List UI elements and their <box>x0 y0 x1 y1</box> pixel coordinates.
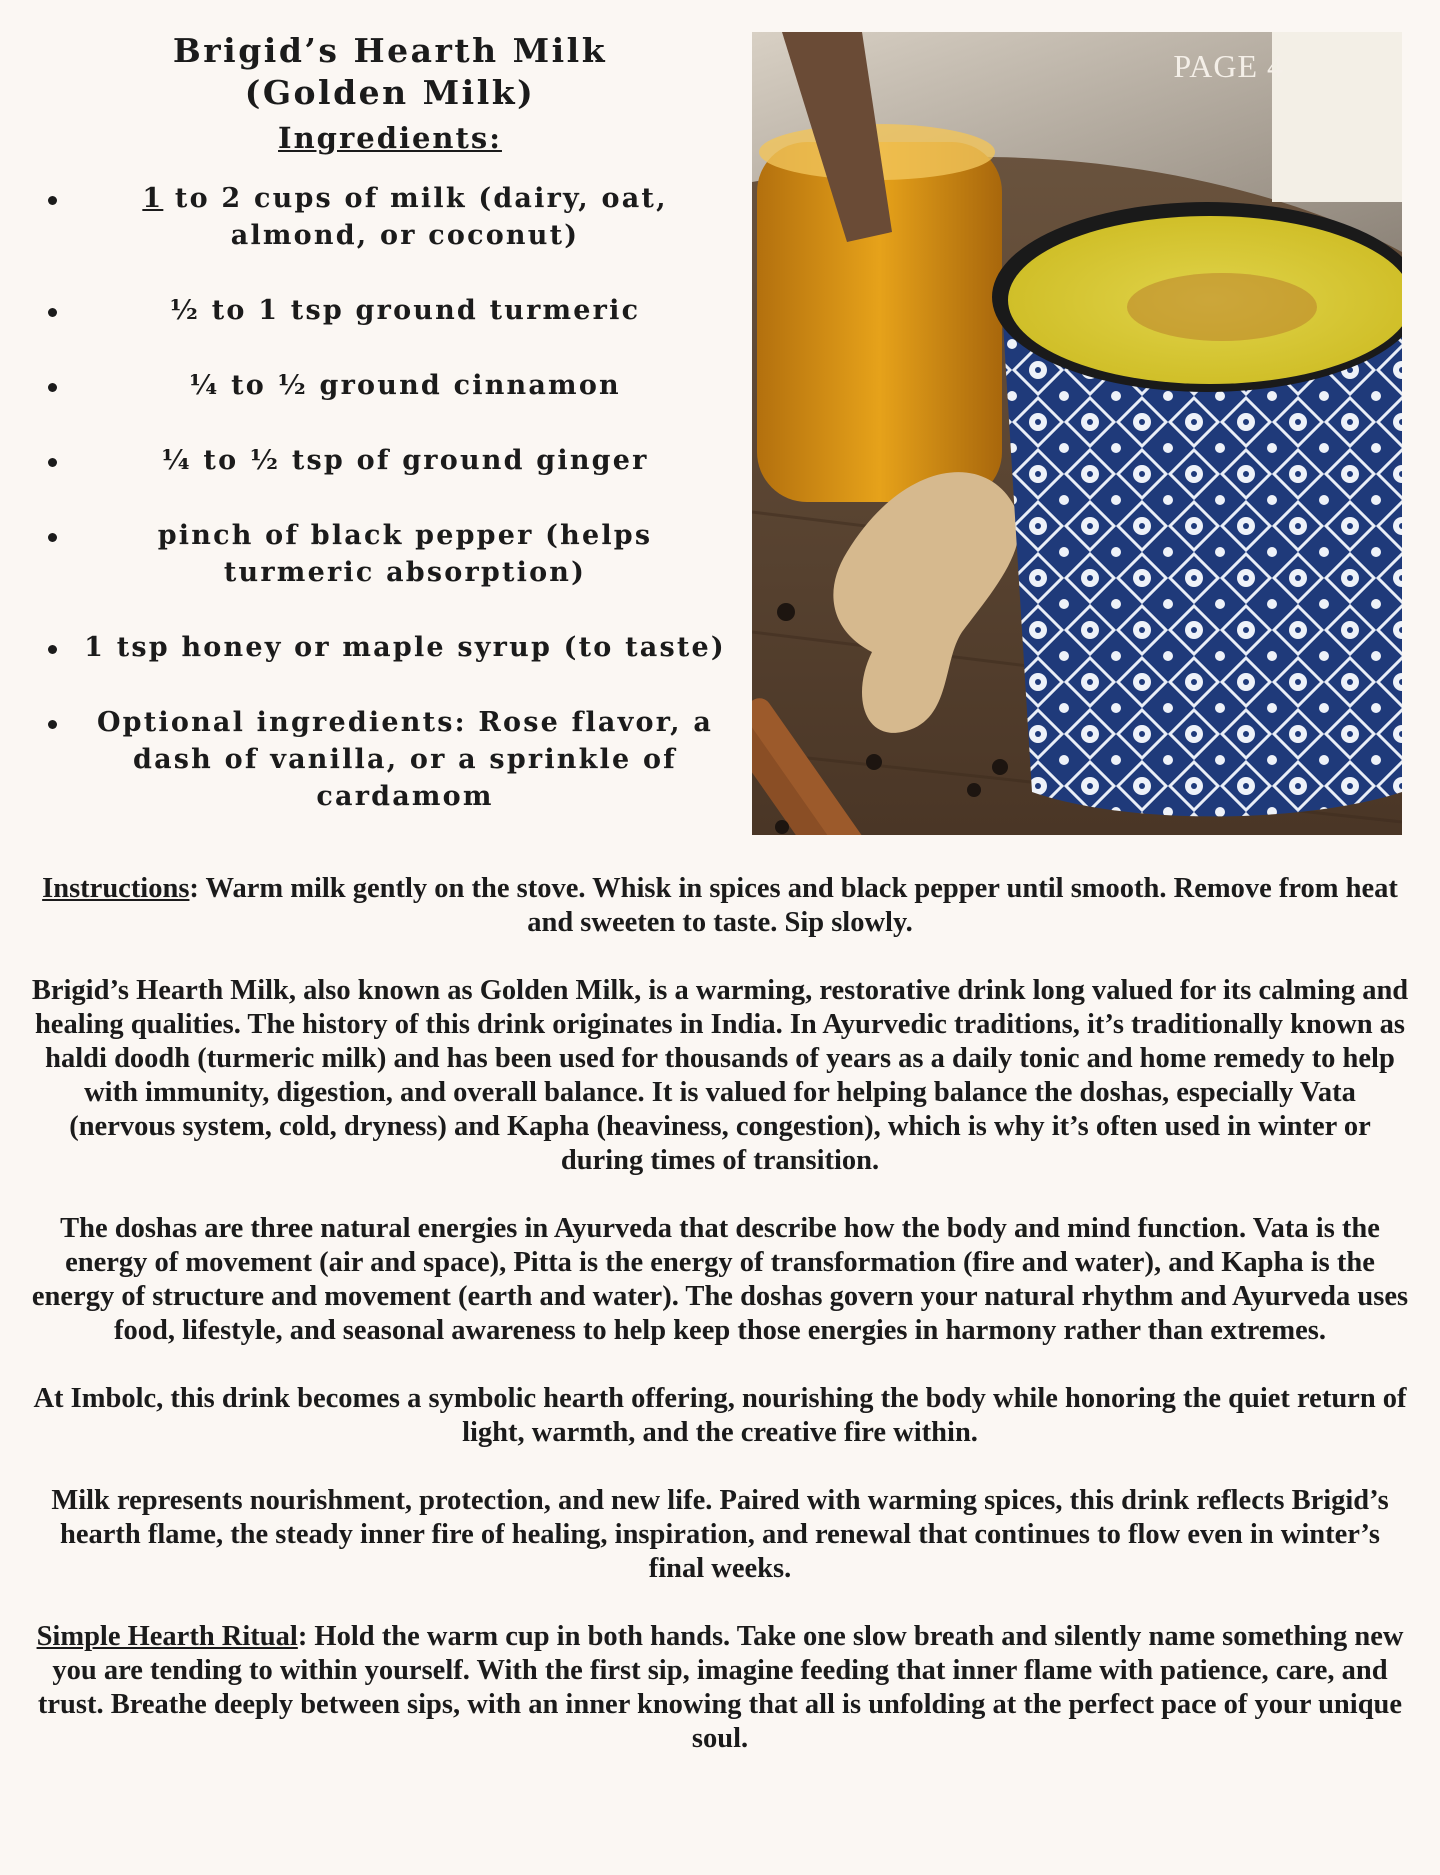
ingredient-text: ¼ to ½ tsp of ground ginger <box>161 445 649 476</box>
golden-milk-illustration <box>752 32 1402 835</box>
symbolism-paragraph: Milk represents nourishment, protection, and new life. Paired with warming spices, this drink reflects Brigid’s hearth flame, the steady inner fire of healing, inspiration, and renewal that continues to flow even in winter’s final weeks. <box>51 1485 1389 1584</box>
recipe-left-column <box>40 30 740 853</box>
bullet-icon <box>48 645 57 654</box>
instructions-paragraph <box>30 872 1410 940</box>
ingredient-item <box>40 442 740 479</box>
ingredient-text: ½ to 1 tsp ground turmeric <box>169 295 641 326</box>
recipe-title-line1: Brigid’s Hearth Milk <box>172 31 608 70</box>
ingredient-text: 1 tsp honey or maple syrup (to taste) <box>84 632 726 663</box>
ingredient-item <box>40 180 740 254</box>
ingredient-item <box>40 704 740 815</box>
bullet-icon <box>48 196 57 205</box>
ingredient-item <box>40 367 740 404</box>
ingredient-text: to 2 cups of milk (dairy, oat, almond, or coconut) <box>163 183 668 251</box>
bullet-icon <box>48 308 57 317</box>
ingredients-heading: Ingredients: <box>278 121 502 155</box>
bullet-icon <box>48 383 57 392</box>
ingredient-item <box>40 292 740 329</box>
ritual-text: : Hold the warm cup in both hands. Take one slow breath and silently name something new you are tending to within yourself. With the first sip, imagine feeding that inner flame with patience, care, and trust. Breathe deeply between sips, with an inner knowing that all is unfolding at the perfect pace of your unique soul. <box>37 1621 1404 1754</box>
recipe-header-section <box>0 0 1440 840</box>
bullet-icon <box>48 720 57 729</box>
ingredient-item <box>40 629 740 666</box>
ingredient-text: ¼ to ½ ground cinnamon <box>189 370 621 401</box>
doshas-paragraph: The doshas are three natural energies in Ayurveda that describe how the body and mind function. Vata is the energy of movement (air and space), Pitta is the energy of transformation (fire and water), and Kapha is the energy of structure and movement (earth and water). The doshas govern your natural rhythm and Ayurveda uses food, lifestyle, and seasonal awareness to help keep those energies in harmony rather than extremes. <box>31 1213 1409 1346</box>
ingredient-quantity: 1 <box>142 183 164 214</box>
ritual-paragraph <box>30 1620 1410 1756</box>
imbolc-paragraph: At Imbolc, this drink becomes a symbolic hearth offering, nourishing the body while honoring the quiet return of light, warmth, and the creative fire within. <box>33 1383 1407 1448</box>
recipe-title-line2: (Golden Milk) <box>244 73 536 112</box>
bullet-icon <box>48 533 57 542</box>
ingredient-text: Optional ingredients: Rose flavor, a dash of vanilla, or a sprinkle of cardamom <box>96 707 714 812</box>
ingredient-text: pinch of black pepper (helps turmeric absorption) <box>157 520 653 588</box>
golden-milk-photo <box>752 32 1402 835</box>
recipe-body <box>30 872 1410 1790</box>
recipe-title <box>40 30 740 114</box>
ingredients-list <box>40 180 740 815</box>
instructions-text: : Warm milk gently on the stove. Whisk in spices and black pepper until smooth. Remove from heat and sweeten to taste. Sip slowly. <box>189 873 1398 938</box>
bullet-icon <box>48 458 57 467</box>
instructions-label: Instructions <box>42 873 190 904</box>
ritual-label: Simple Hearth Ritual <box>36 1621 298 1652</box>
history-paragraph: Brigid’s Hearth Milk, also known as Golden Milk, is a warming, restorative drink long valued for its calming and healing qualities. The history of this drink originates in India. In Ayurvedic traditions, it’s traditionally known as haldi doodh (turmeric milk) and has been used for thousands of years as a daily tonic and home remedy to help with immunity, digestion, and overall balance. It is valued for helping balance the doshas, especially Vata (nervous system, cold, dryness) and Kapha (heaviness, congestion), which is why it’s often used in winter or during times of transition. <box>31 975 1409 1176</box>
page-number: PAGE 4 <box>1173 48 1284 84</box>
ingredient-item <box>40 517 740 591</box>
